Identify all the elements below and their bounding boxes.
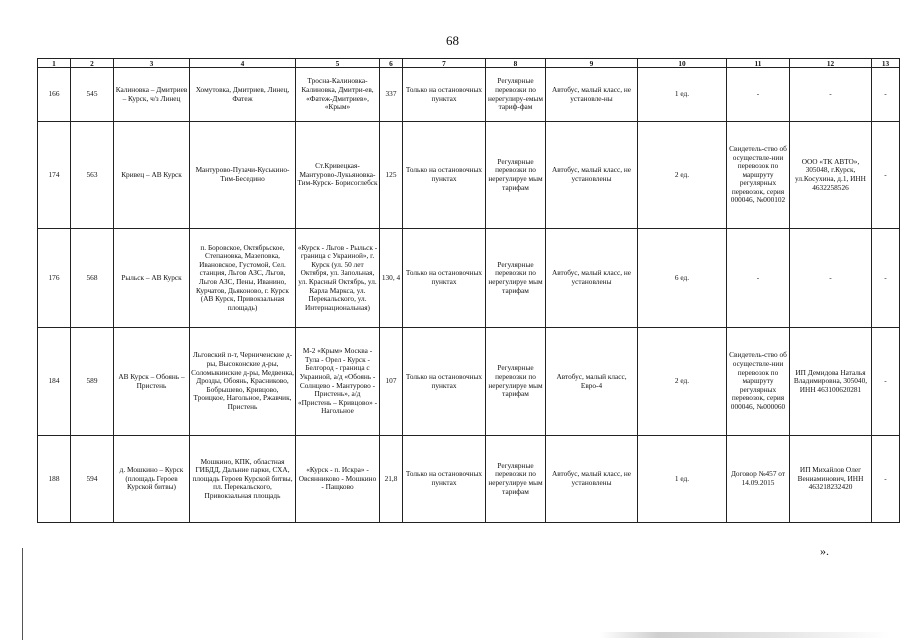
cell-extra: - <box>872 328 900 436</box>
cell-route-number: 545 <box>71 68 114 122</box>
cell-registry-number: 184 <box>38 328 71 436</box>
column-number: 9 <box>546 59 638 68</box>
column-number: 4 <box>190 59 296 68</box>
cell-stops: п. Боровское, Октябрьское, Степановка, Мазеповка, Ивановское, Густомой, Сел. станция, Льгов АЗС, Льгов, Льгов АЗС, Пены, Иванино, Курчатов, Дьяконово, г. Курск (АВ Курск, Привокзальная площадь) <box>190 229 296 328</box>
table-row <box>38 68 900 122</box>
cell-streets: «Курск - п. Искра» - Овсянниково - Мошкино - Пащково <box>296 436 380 523</box>
cell-document: - <box>727 68 790 122</box>
cell-registry-number: 176 <box>38 229 71 328</box>
cell-length: 21,8 <box>380 436 403 523</box>
cell-stops: Хомутовка, Дмитриев, Линец, Фатеж <box>190 68 296 122</box>
cell-document: - <box>727 229 790 328</box>
cell-boarding: Только на остановочных пунктах <box>403 68 486 122</box>
routes-table <box>37 58 900 523</box>
scan-artifact <box>600 632 890 638</box>
cell-boarding: Только на остановочных пунктах <box>403 229 486 328</box>
cell-route-name: Кривец – АВ Курск <box>114 122 190 229</box>
cell-document: Свидетель-ство об осуществле-нии перевозок по маршруту регулярных перевозок, серия 000046, №000102 <box>727 122 790 229</box>
cell-vehicle-count: 1 ед. <box>638 68 727 122</box>
cell-extra: - <box>872 229 900 328</box>
cell-boarding: Только на остановочных пунктах <box>403 328 486 436</box>
column-number: 1 <box>38 59 71 68</box>
cell-transport-type: Регулярные перевозки по нерегулируе мым тарифам <box>486 436 546 523</box>
cell-extra: - <box>872 68 900 122</box>
cell-carrier: ООО «ТК АВТО», 305048, г.Курск, ул.Косухина, д.1, ИНН 4632258526 <box>790 122 872 229</box>
cell-transport-type: Регулярные перевозки по нерегулиру-емым тариф-фам <box>486 68 546 122</box>
cell-carrier: - <box>790 229 872 328</box>
column-number: 2 <box>71 59 114 68</box>
cell-length: 337 <box>380 68 403 122</box>
cell-route-name: АВ Курск – Обоянь – Пристень <box>114 328 190 436</box>
cell-length: 130, 4 <box>380 229 403 328</box>
table-row <box>38 436 900 523</box>
table-row <box>38 328 900 436</box>
cell-route-number: 568 <box>71 229 114 328</box>
table-row <box>38 122 900 229</box>
cell-extra: - <box>872 436 900 523</box>
cell-stops: Льговский п-т, Черниченские д-ры, Высоконские д-ры, Соломыкинские д-ры, Медвенка, Дрозды, Обоянь, Красниково, Бобрышево, Кривцово, Троицкое, Нагольное, Ржавчик, Пристень <box>190 328 296 436</box>
cell-streets: Тросна-Калиновка-Калиновка, Дмитри-ев, «Фатеж-Дмитриев», «Крым» <box>296 68 380 122</box>
cell-document: Договор №457 от 14.09.2015 <box>727 436 790 523</box>
cell-streets: «Курск - Льгов - Рыльск - граница с Украиной», г. Курск (ул. 50 лет Октября, ул. Запольная, ул. Красный Октябрь, ул. Карла Маркса, ул. Перекальского, ул. Интернациональная) <box>296 229 380 328</box>
cell-carrier: - <box>790 68 872 122</box>
column-number: 6 <box>380 59 403 68</box>
column-number: 13 <box>872 59 900 68</box>
cell-route-number: 563 <box>71 122 114 229</box>
cell-streets: М-2 «Крым» Москва - Тула - Орел - Курск - Белгород - граница с Украиной, а/д «Обоянь - Солнцево - Мантурово - Пристень», а/д «Пристень – Кривцово» - Нагольное <box>296 328 380 436</box>
cell-registry-number: 166 <box>38 68 71 122</box>
cell-vehicle-class: Автобус, малый класс, не установлены <box>546 122 638 229</box>
cell-boarding: Только на остановочных пунктах <box>403 122 486 229</box>
cell-transport-type: Регулярные перевозки по нерегулируе мым тарифам <box>486 122 546 229</box>
column-number: 3 <box>114 59 190 68</box>
column-number: 7 <box>403 59 486 68</box>
closing-quote-mark: ». <box>820 544 829 558</box>
cell-transport-type: Регулярные перевозки по нерегулируе мым тарифам <box>486 229 546 328</box>
column-number: 10 <box>638 59 727 68</box>
cell-vehicle-count: 2 ед. <box>638 328 727 436</box>
cell-vehicle-class: Автобус, малый класс, не установлены <box>546 436 638 523</box>
cell-route-name: Калиновка – Дмитриев – Курск, ч/з Линец <box>114 68 190 122</box>
cell-extra: - <box>872 122 900 229</box>
column-number: 11 <box>727 59 790 68</box>
scan-edge-line <box>22 548 23 640</box>
cell-vehicle-class: Автобус, малый класс, не установлены <box>546 229 638 328</box>
cell-transport-type: Регулярные перевозки по нерегулируе мым тарифам <box>486 328 546 436</box>
column-number: 8 <box>486 59 546 68</box>
cell-registry-number: 174 <box>38 122 71 229</box>
cell-route-name: Рыльск – АВ Курск <box>114 229 190 328</box>
cell-stops: Мантурово-Пузачи-Куськино-Тим-Беседино <box>190 122 296 229</box>
page-number: 68 <box>446 33 459 48</box>
cell-vehicle-count: 2 ед. <box>638 122 727 229</box>
cell-route-number: 594 <box>71 436 114 523</box>
cell-stops: Мошкино, КПК, областная ГИБДД, Дальние парки, СХА, площадь Героев Курской битвы, пл. Перекальского, Привокзальная площадь <box>190 436 296 523</box>
cell-document: Свидетель-ство об осуществле-нии перевозок по маршруту регулярных перевозок, серия 000046, №000060 <box>727 328 790 436</box>
column-number: 12 <box>790 59 872 68</box>
cell-vehicle-count: 1 ед. <box>638 436 727 523</box>
cell-vehicle-count: 6 ед. <box>638 229 727 328</box>
cell-boarding: Только на остановочных пунктах <box>403 436 486 523</box>
cell-length: 125 <box>380 122 403 229</box>
cell-registry-number: 188 <box>38 436 71 523</box>
table-header-row <box>38 59 900 68</box>
cell-vehicle-class: Автобус, малый класс, Евро-4 <box>546 328 638 436</box>
column-number: 5 <box>296 59 380 68</box>
cell-streets: Ст.Кривецкая-Мантурово-Лукьяновка- Тим-Курск- Борисоглебск <box>296 122 380 229</box>
cell-route-name: д. Мошкино – Курск (площадь Героев Курской битвы) <box>114 436 190 523</box>
cell-length: 107 <box>380 328 403 436</box>
table-row <box>38 229 900 328</box>
cell-carrier: ИП Демидова Наталья Владимировна, 305040, ИНН 463100620281 <box>790 328 872 436</box>
cell-vehicle-class: Автобус, малый класс, не установле-ны <box>546 68 638 122</box>
cell-carrier: ИП Михайлов Олег Вениаминович, ИНН 463218232420 <box>790 436 872 523</box>
cell-route-number: 589 <box>71 328 114 436</box>
